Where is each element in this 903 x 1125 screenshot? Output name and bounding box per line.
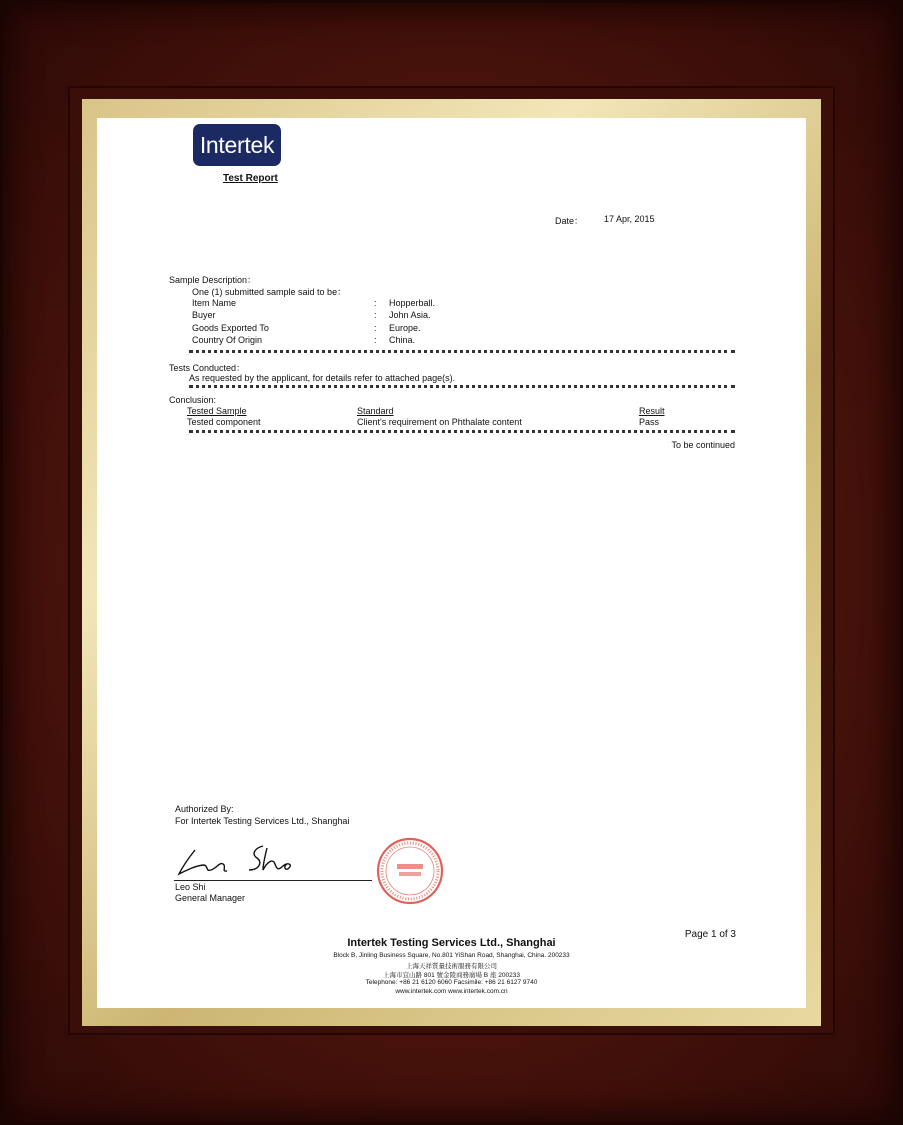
field-separator: : [374,335,377,345]
field-separator: : [374,310,377,320]
table-cell: Tested component [187,417,261,427]
footer-phone-fax: Telephone: +86 21 6120 6060 Facsimile: +86 21 6127 9740 [365,979,538,986]
field-separator: : [374,298,377,308]
continued-note: To be continued [671,440,735,450]
field-value: China. [389,335,416,345]
field-value: Europe. [389,323,421,333]
dotted-divider [189,350,735,353]
field-label: Buyer [192,310,216,320]
date-label: Date： [555,216,584,226]
field-label: Country Of Origin [192,335,263,345]
report-title: Test Report [223,173,278,184]
certificate-page [97,118,806,1008]
field-value: Hopperball. [389,298,436,308]
sample-intro: One (1) submitted sample said to be： [192,287,347,297]
signer-title: General Manager [175,893,246,903]
table-cell: Pass [639,417,660,427]
footer-chinese-name: 上海天祥質量技術服務有限公司 [406,963,497,970]
field-value: John Asia. [389,310,431,320]
column-header-result: Result [639,406,665,416]
column-header-standard: Standard [357,406,394,416]
column-header-tested-sample: Tested Sample [187,406,247,416]
handwritten-signature [175,840,310,880]
footer-address-line: Block B, Jinling Business Square, No.801 YiShan Road, Shanghai, China. 200233 [333,952,570,959]
authorized-company: For Intertek Testing Services Ltd., Shanghai [175,816,350,826]
tests-conducted-text: As requested by the applicant, for details refer to attached page(s). [189,373,456,383]
field-label: Item Name [192,298,237,308]
conclusion-heading: Conclusion: [169,395,217,405]
signer-name: Leo Shi [175,882,206,892]
dotted-divider [189,430,735,433]
tests-conducted-heading: Tests Conducted： [169,363,246,373]
field-separator: : [374,323,377,333]
footer-company-name: Intertek Testing Services Ltd., Shanghai [347,937,556,949]
footer-websites: www.intertek.com www.intertek.com.cn [395,988,508,995]
page-number: Page 1 of 3 [684,929,736,940]
date-value: 17 Apr, 2015 [604,214,655,224]
intertek-logo: Intertek [193,124,281,166]
footer-chinese-address: 上海市宜山路 801 號金陵商務廣場 B 座 200233 [383,972,520,979]
table-cell: Client's requirement on Phthalate content [357,417,522,427]
sample-description-heading: Sample Description： [169,275,257,285]
authorized-by-heading: Authorized By: [175,804,234,814]
field-label: Goods Exported To [192,323,269,333]
dotted-divider [189,385,735,388]
signature-line [174,880,372,881]
company-seal-stamp [375,836,445,906]
